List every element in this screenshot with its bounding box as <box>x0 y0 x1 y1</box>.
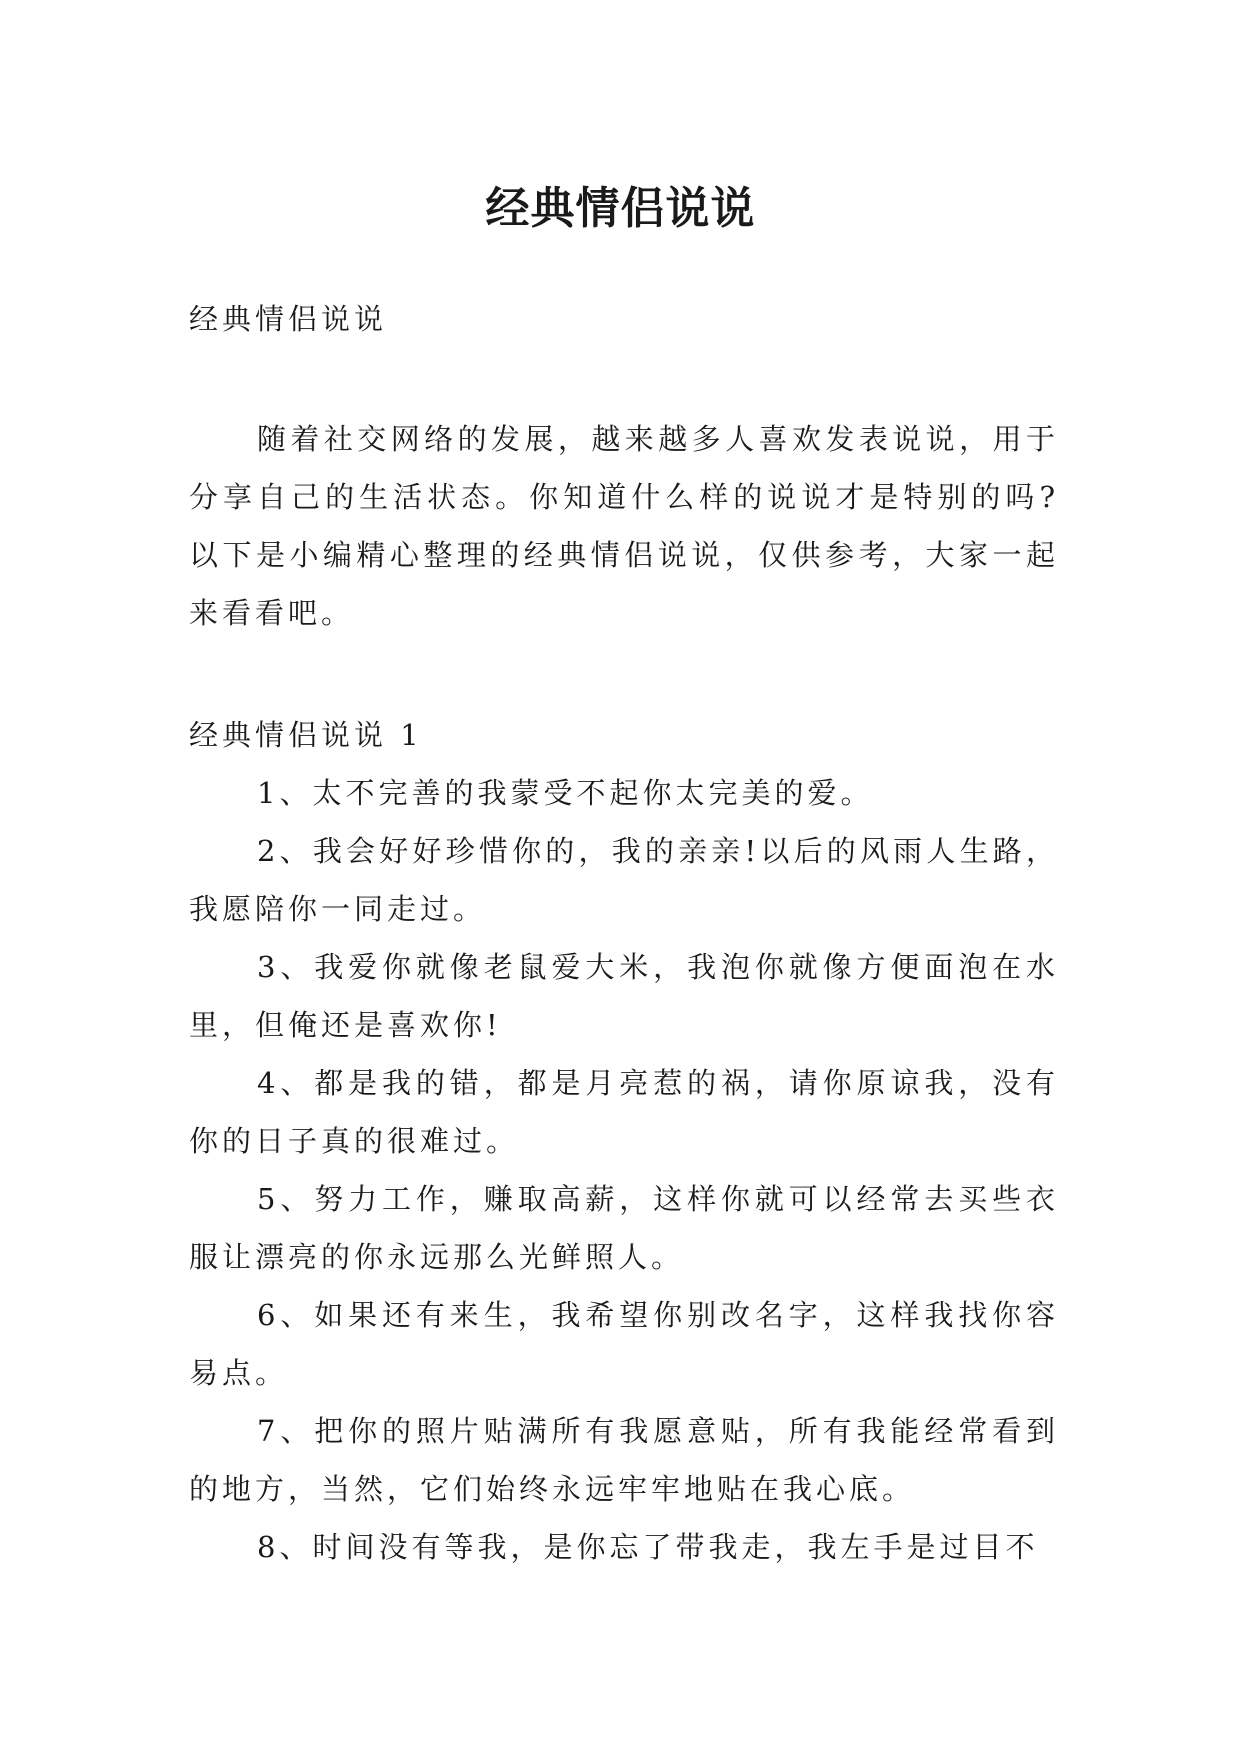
quote-list <box>189 764 1059 1576</box>
list-item: 6、如果还有来生，我希望你别改名字，这样我找你容易点。 <box>189 1298 1059 1390</box>
list-item: 1、太不完善的我蒙受不起你太完美的爱。 <box>257 776 874 810</box>
list-item: 8、时间没有等我，是你忘了带我走，我左手是过目不 <box>257 1530 1039 1564</box>
list-item: 2、我会好好珍惜你的，我的亲亲!以后的风雨人生路，我愿陪你一同走过。 <box>189 834 1059 926</box>
list-item: 3、我爱你就像老鼠爱大米，我泡你就像方便面泡在水里，但俺还是喜欢你! <box>189 950 1059 1042</box>
list-item: 4、都是我的错，都是月亮惹的祸，请你原谅我，没有你的日子真的很难过。 <box>189 1066 1059 1158</box>
document-subtitle: 经典情侣说说 <box>189 302 388 336</box>
document-title: 经典情侣说说 <box>485 183 756 235</box>
section-heading: 经典情侣说说 1 <box>189 718 423 752</box>
document-body <box>189 290 1059 1576</box>
intro-paragraph: 随着社交网络的发展，越来越多人喜欢发表说说，用于分享自己的生活状态。你知道什么样的说说才是特别的吗?以下是小编精心整理的经典情侣说说，仅供参考，大家一起来看看吧。 <box>189 422 1059 630</box>
list-item: 5、努力工作，赚取高薪，这样你就可以经常去买些衣服让漂亮的你永远那么光鲜照人。 <box>189 1182 1059 1274</box>
list-item: 7、把你的照片贴满所有我愿意贴，所有我能经常看到的地方，当然，它们始终永远牢牢地贴在我心底。 <box>189 1414 1059 1506</box>
